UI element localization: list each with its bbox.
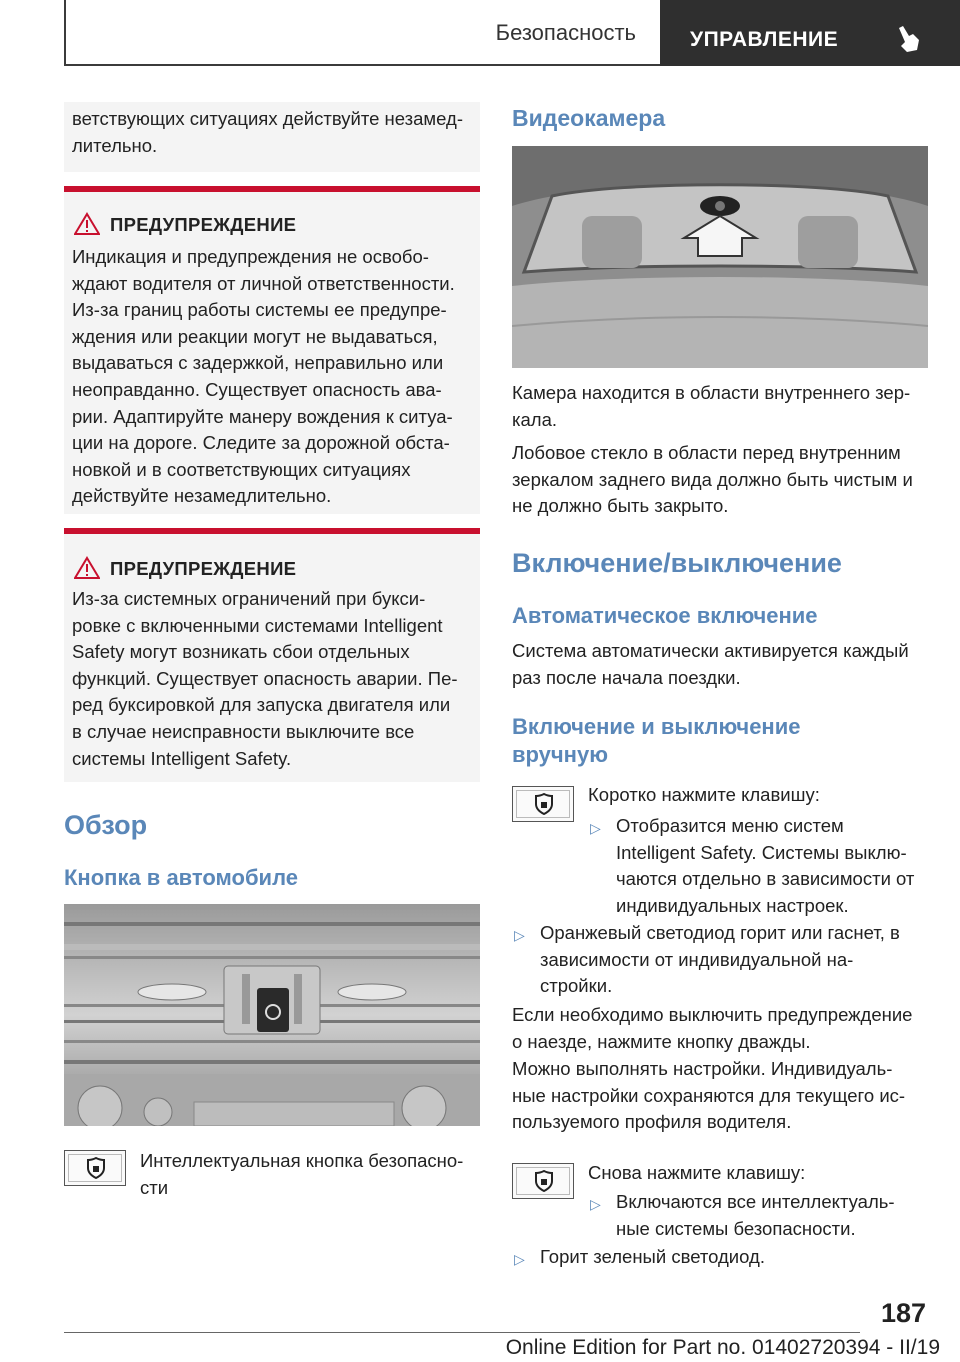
bullet-1: Отобразится меню систем Intelligent Safety. Системы выклю- чаются отдельно в зависимости от индивидуальных настроек. [616, 815, 915, 916]
camera-text-2: Лобовое стекло в области перед внутренним зеркалом заднего вида должно быть чистым и не должно быть закрыто. [512, 442, 913, 517]
warning-text: Из-за системных ограничений при букси- ровке с включенными системами Intelligent Safety могут возникать сбои отдельных функций. Существует опасность аварии. Пе- ред буксировкой для запуска двигателя или в случае неисправности выключите все системы Intelligent Safety. [72, 588, 458, 769]
pointing-hand-icon [893, 24, 923, 54]
shield-lock-icon [534, 1170, 554, 1192]
header-section-title: Безопасность [495, 20, 636, 45]
bullet-arrow-icon: ▷ [514, 1251, 525, 1267]
warning-title: ПРЕДУПРЕЖДЕНИЕ [110, 214, 297, 235]
auto-on-heading: Автоматическое включение [512, 603, 818, 628]
warning-text: Индикация и предупреждения не освобо- ждают водителя от личной ответственности. Из-за границ работы системы ее предупре- ждения или реакции могут не выдаваться, выдаваться с задержкой, неправильно или неоправданно. Существует опасность ава- рии. Адаптируйте манеру вождения к ситуа- ции на дороге. Следите за дорожной обста- новкой и в соответствующих ситуациях действуйте незамедлительно. [72, 246, 455, 507]
footer-edition: Online Edition for Part no. 01402720394 - II/19 [505, 1336, 940, 1359]
warning-triangle-icon [74, 212, 100, 236]
overview-heading: Обзор [64, 810, 148, 840]
shield-lock-icon [86, 1157, 106, 1179]
manual-heading: Включение и выключение вручную [512, 714, 801, 767]
continued-note-box [64, 102, 480, 172]
onoff-heading: Включение/выключение [512, 548, 842, 578]
camera-text-1: Камера находится в области внутреннего зер- кала. [512, 382, 911, 430]
disable-warning-text: Если необходимо выключить предупреждение о наезде, нажмите кнопку дважды. [512, 1004, 913, 1052]
warning-bar [64, 186, 480, 192]
shield-lock-icon [534, 793, 554, 815]
camera-heading: Видеокамера [512, 105, 666, 131]
press-once-text: Коротко нажмите клавишу: [588, 784, 820, 805]
warning-bar [64, 528, 480, 534]
press-again-text: Снова нажмите клавишу: [588, 1162, 806, 1183]
continued-text: ветствующих ситуациях действуйте незамед- лительно. [72, 108, 463, 156]
button-caption: Интеллектуальная кнопка безопасно- сти [140, 1150, 464, 1198]
warning-title: ПРЕДУПРЕЖДЕНИЕ [110, 558, 297, 579]
warning-box-2 [64, 528, 480, 782]
windshield-camera-image [512, 146, 928, 368]
safety-button-icon [64, 1150, 126, 1186]
bullet-arrow-icon: ▷ [590, 820, 601, 836]
settings-text: Можно выполнять настройки. Индивидуаль- ные настройки сохраняются для текущего ис- пользуемого профиля водителя. [512, 1058, 906, 1133]
bullet-3: Включаются все интеллектуаль- ные системы безопасности. [616, 1191, 895, 1239]
bullet-4: Горит зеленый светодиод. [540, 1246, 765, 1267]
safety-button-icon [512, 1163, 574, 1199]
footer-rule [64, 1332, 860, 1333]
header-chapter-label: УПРАВЛЕНИЕ [690, 28, 839, 51]
dashboard-button-image [64, 904, 480, 1126]
bullet-arrow-icon: ▷ [590, 1196, 601, 1212]
header-chapter-tab [660, 0, 960, 66]
page-number: 187 [880, 1298, 926, 1328]
warning-triangle-icon [74, 556, 100, 580]
button-heading: Кнопка в автомобиле [64, 865, 298, 890]
auto-on-text: Система автоматически активируется каждый раз после начала поездки. [512, 640, 909, 688]
bullet-2: Оранжевый светодиод горит или гаснет, в зависимости от индивидуальной на- стройки. [540, 922, 900, 997]
safety-button-icon [512, 786, 574, 822]
bullet-arrow-icon: ▷ [514, 927, 525, 943]
warning-box-1 [64, 186, 480, 514]
